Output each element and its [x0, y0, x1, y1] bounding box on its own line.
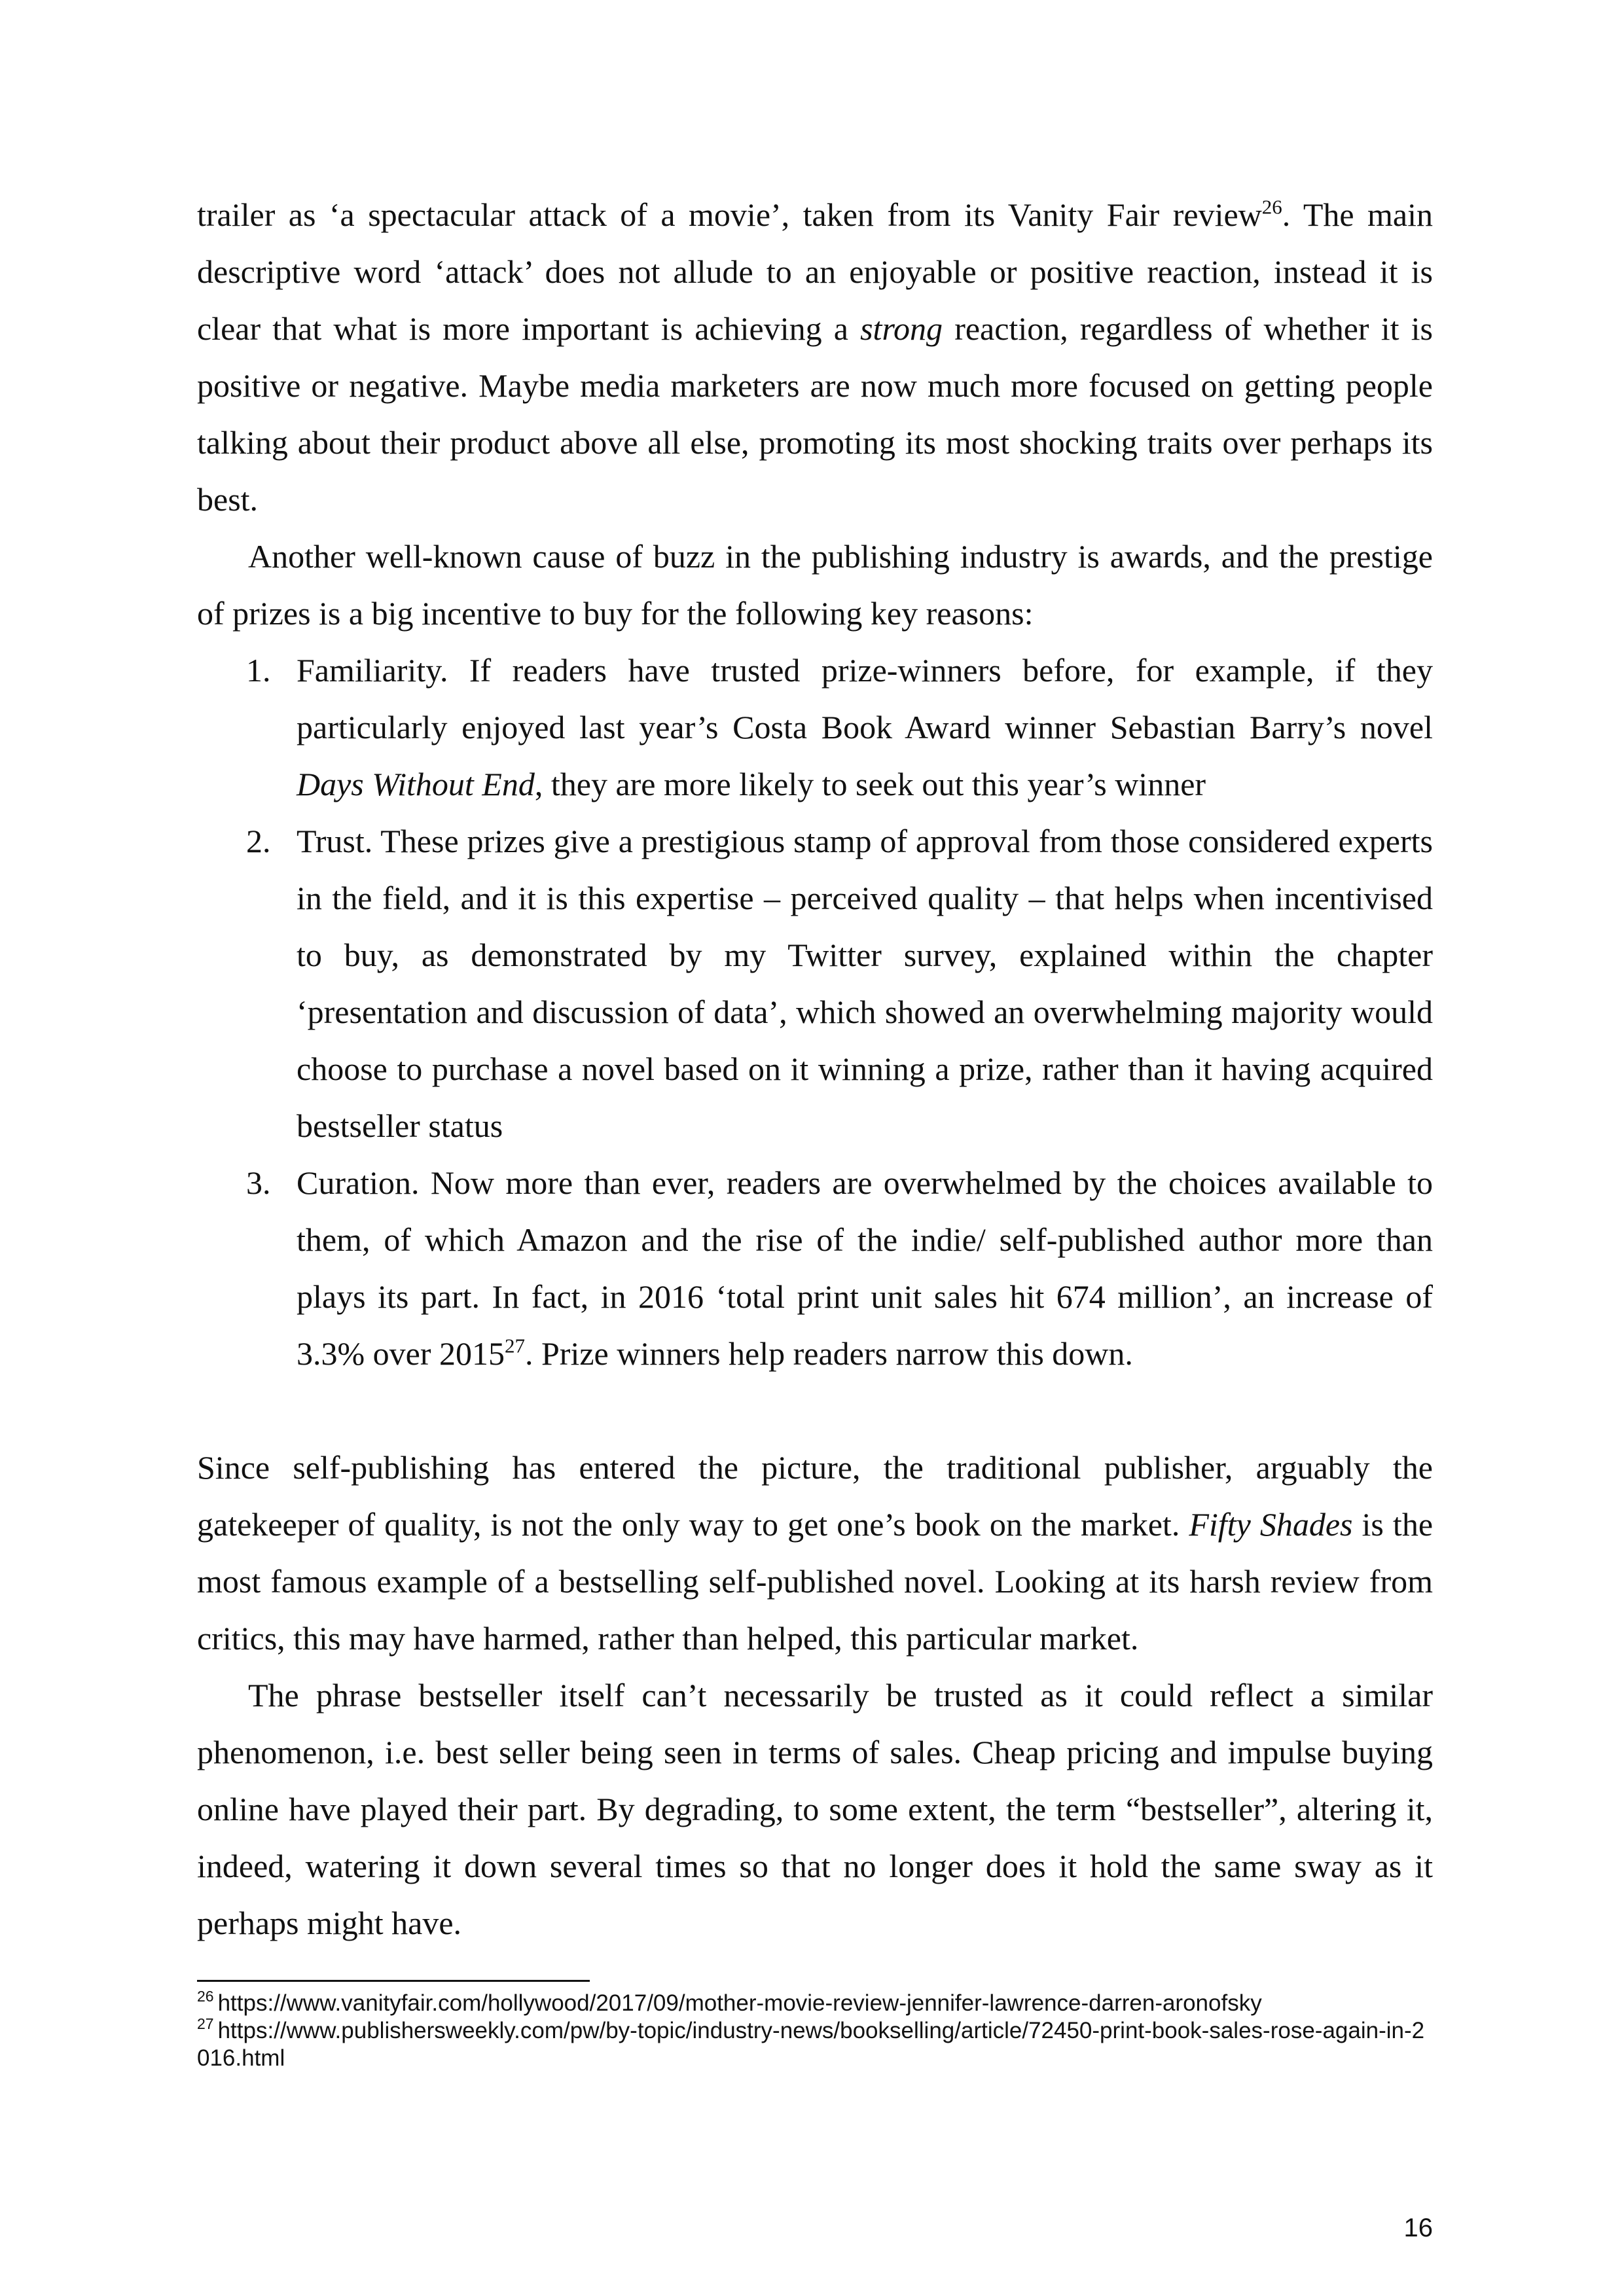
footnote-link[interactable]: https://www.publishersweekly.com/pw/by-topic/industry-news/bookselling/article/72450-print-book-sales-rose-again-in-2016.html	[197, 2018, 1425, 2071]
footnote-26	[197, 1990, 1433, 2017]
body-text	[197, 187, 1433, 1952]
footnote-ref-27[interactable]: 27	[505, 1334, 525, 1357]
footnote-27	[197, 2017, 1433, 2072]
paragraph-1-text-c: reaction, regardless of whether it is positive or negative. Maybe media marketers are now much more focused on getting people talking about their product above all else, promoting its most shocking traits over perhaps its best.	[197, 310, 1433, 518]
list-item-text: Trust. These prizes give a prestigious stamp of approval from those considered experts in the field, and it is this expertise – perceived quality – that helps when incentivised to buy, as demonstrated by my Twitter survey, explained within the chapter ‘presentation and discussion of data’, which showed an overwhelming majority would choose to purchase a novel based on it winning a prize, rather than it having acquired bestseller status	[297, 823, 1433, 1144]
paragraph-1-text-b: . The main descriptive word ‘attack’ does not allude to an enjoyable or positive reaction, instead it is clear that what is more important is achieving a	[197, 196, 1433, 347]
paragraph-4: The phrase bestseller itself can’t necessarily be trusted as it could reflect a similar phenomenon, i.e. best seller being seen in terms of sales. Cheap pricing and impulse buying online have played their part. By degrading, to some extent, the term “bestseller”, altering it, indeed, watering it down several times so that no longer does it hold the same sway as it perhaps might have.	[197, 1677, 1433, 1941]
list-number: 1.	[246, 652, 271, 689]
paragraph-1-text-a: trailer as ‘a spectacular attack of a movie’, taken from its Vanity Fair review	[197, 196, 1262, 233]
list-item-familiarity	[197, 642, 1433, 813]
paragraph-1-emphasis: strong	[860, 310, 943, 347]
page-number: 16	[1403, 2214, 1433, 2242]
paragraph-2: Another well-known cause of buzz in the publishing industry is awards, and the prestige of prizes is a big incentive to buy for the following key reasons:	[197, 538, 1433, 632]
footnote-number: 27	[197, 2015, 214, 2033]
paragraph-gap	[197, 1382, 1433, 1439]
list-item-trust	[197, 813, 1433, 1155]
paragraph-3	[197, 1439, 1433, 1667]
paragraph-1	[197, 187, 1433, 528]
list-number: 2.	[246, 823, 271, 859]
footnote-number: 26	[197, 1988, 214, 2005]
list-item-text-a: Familiarity. If readers have trusted prize-winners before, for example, if they particularly enjoyed last year’s Costa Book Award winner Sebastian Barry’s novel	[297, 652, 1433, 745]
footnote-ref-26[interactable]: 26	[1261, 195, 1282, 219]
paragraph-3-emphasis: Fifty Shades	[1189, 1506, 1353, 1543]
list-item-text-a: Curation. Now more than ever, readers are overwhelmed by the choices available to them, of which Amazon and the rise of the indie/ self-published author more than plays its part. In fact, in 2016 ‘total print unit sales hit 674 million’, an increase of 3.3% over 2015	[297, 1164, 1433, 1372]
reasons-list	[197, 642, 1433, 1382]
list-item-curation	[197, 1155, 1433, 1382]
footnote-separator	[197, 1980, 590, 1982]
paragraph-3-text-b: is the most famous example of a bestselling self-published novel. Looking at its harsh review from critics, this may have harmed, rather than helped, this particular market.	[197, 1506, 1434, 1657]
footnote-link[interactable]: https://www.vanityfair.com/hollywood/2017/09/mother-movie-review-jennifer-lawrence-darren-aronofsky	[217, 1990, 1262, 2016]
list-number: 3.	[246, 1164, 271, 1201]
list-item-emphasis: Days Without End	[297, 766, 535, 802]
list-item-text-b: . Prize winners help readers narrow this down.	[525, 1335, 1133, 1372]
footnotes	[197, 1990, 1433, 2072]
list-item-text-b: , they are more likely to seek out this year’s winner	[534, 766, 1206, 802]
paragraph-3-text-a: Since self-publishing has entered the picture, the traditional publisher, arguably the gatekeeper of quality, is not the only way to get one’s book on the market.	[197, 1449, 1433, 1543]
